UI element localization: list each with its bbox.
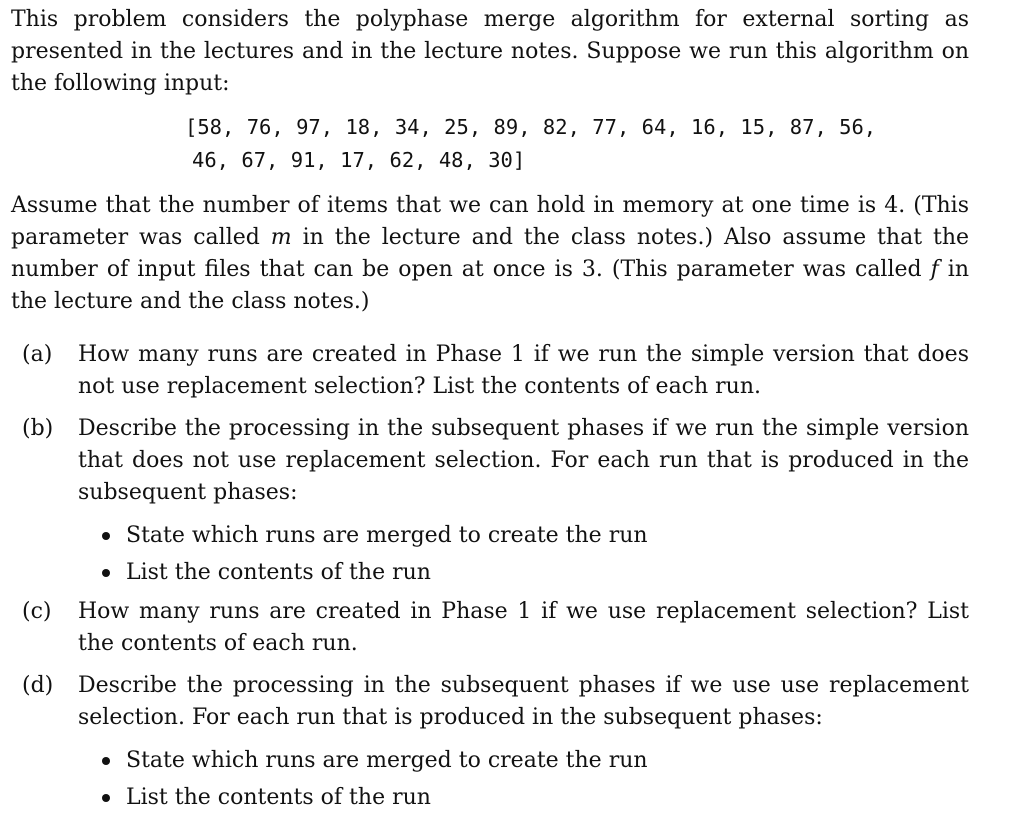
question-a <box>22 339 969 403</box>
question-b <box>22 413 969 591</box>
question-d-bullets <box>22 742 969 816</box>
question-d-bullet-2-text: List the contents of the run <box>126 785 431 810</box>
input-array-line-1: [58, 76, 97, 18, 34, 25, 89, 82, 77, 64, 16, 15, 87, 56, <box>185 115 877 139</box>
question-d-label: (d) <box>22 673 54 698</box>
question-a-label: (a) <box>22 342 53 367</box>
question-d-bullet-1 <box>22 742 969 779</box>
question-b-bullet-2-text: List the contents of the run <box>126 560 431 585</box>
question-b-bullets <box>22 517 969 591</box>
question-d-bullet-1-text: State which runs are merged to create the run <box>126 748 648 773</box>
question-b-bullet-2 <box>22 554 969 591</box>
question-d-text: Describe the processing in the subsequent phases if we use use replacement selection. For each run that is produced in the subsequent phases: <box>78 673 969 730</box>
question-c <box>22 596 969 660</box>
bullet-icon <box>102 794 110 802</box>
intro-paragraph: This problem considers the polyphase merge algorithm for external sorting as presented in the lectures and in the lecture notes. Suppose we run this algorithm on the following input: <box>11 7 969 96</box>
question-d <box>22 670 969 816</box>
question-b-label: (b) <box>22 416 54 441</box>
question-c-text: How many runs are created in Phase 1 if we use replacement selection? List the contents of each run. <box>78 599 969 656</box>
input-array-line-2: 46, 67, 91, 17, 62, 48, 30] <box>192 148 526 172</box>
assume-text-2: in the lecture and the class notes.) Also assume that the number of input files that can be open at once is 3. (This parameter was called <box>11 225 970 282</box>
question-b-bullet-1-text: State which runs are merged to create the run <box>126 523 648 548</box>
assume-text-3: in the lecture and the class notes.) <box>11 257 969 314</box>
question-b-bullet-1 <box>22 517 969 554</box>
bullet-icon <box>102 569 110 577</box>
bullet-icon <box>102 757 110 765</box>
param-f: f <box>930 257 939 282</box>
question-a-text: How many runs are created in Phase 1 if we run the simple version that does not use replacement selection? List the contents of each run. <box>78 342 969 399</box>
question-d-bullet-2 <box>22 779 969 816</box>
assumptions-paragraph <box>11 190 969 318</box>
assume-text-1: Assume that the number of items that we can hold in memory at one time is 4. (This parameter was called <box>11 193 969 250</box>
bullet-icon <box>102 532 110 540</box>
question-c-label: (c) <box>22 599 52 624</box>
param-m: m <box>270 225 292 250</box>
question-b-text: Describe the processing in the subsequent phases if we run the simple version that does not use replacement selection. For each run that is produced in the subsequent phases: <box>78 416 969 505</box>
